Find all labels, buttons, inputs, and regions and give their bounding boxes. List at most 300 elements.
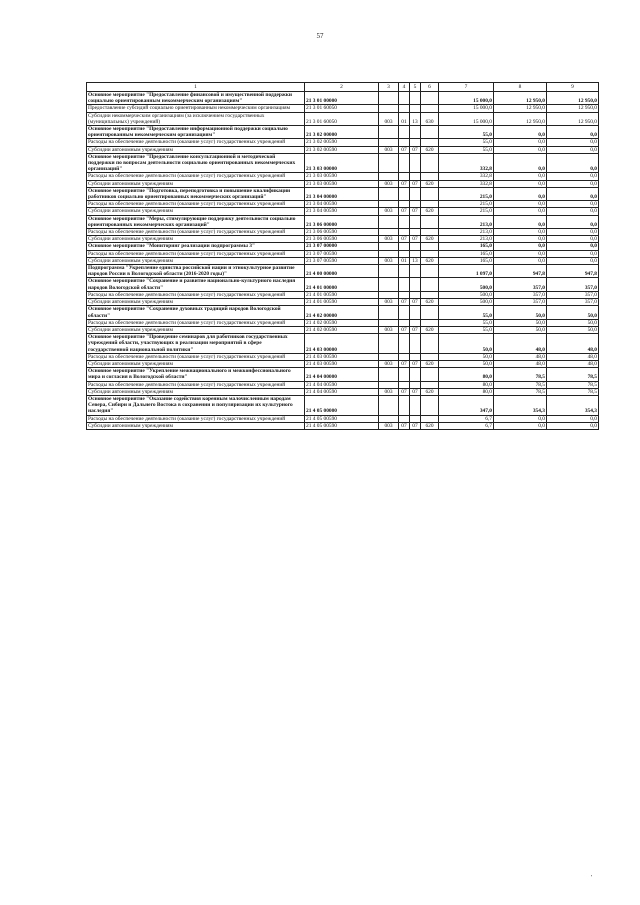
row-value9-cell: 48,0 <box>547 360 599 367</box>
row-value9-cell: 48,0 <box>547 353 599 360</box>
table-row <box>87 422 599 429</box>
table-row <box>87 236 599 243</box>
row-col4-cell: 07 <box>399 326 410 333</box>
row-value8-cell: 0,0 <box>494 243 547 250</box>
table-row <box>87 278 599 291</box>
column-header: 5 <box>410 83 421 92</box>
row-col6-cell <box>421 334 439 354</box>
row-col6-cell: 620 <box>421 422 439 429</box>
row-name-cell: Основное мероприятие "Оказание содействия коренным малочисленным народам Севера, Сибири и Дальнего Востока в сохранении и популяризации их культурного наследия" <box>87 395 305 415</box>
row-value7-cell: 215,0 <box>439 208 494 215</box>
row-col3-cell: 003 <box>379 236 399 243</box>
row-value9-cell: 0,0 <box>547 229 599 236</box>
row-code-cell: 21 3 07 00000 <box>305 243 379 250</box>
row-value8-cell: 78,5 <box>494 368 547 381</box>
table-row <box>87 319 599 326</box>
row-value9-cell: 50,0 <box>547 319 599 326</box>
row-code-cell: 21 4 05 00590 <box>305 422 379 429</box>
row-col4-cell: 07 <box>399 236 410 243</box>
row-col4-cell <box>399 215 410 228</box>
row-col4-cell: 07 <box>399 180 410 187</box>
row-value7-cell: 50,0 <box>439 360 494 367</box>
row-value8-cell: 48,0 <box>494 334 547 354</box>
table-row <box>87 353 599 360</box>
row-col3-cell <box>379 215 399 228</box>
row-value8-cell: 0,0 <box>494 215 547 228</box>
row-value8-cell: 947,8 <box>494 265 547 278</box>
row-value8-cell: 50,0 <box>494 319 547 326</box>
row-value9-cell: 0,0 <box>547 422 599 429</box>
row-name-cell: Основное мероприятие "Предоставление финансовой и имущественной поддержки социально ориентированным некоммерческим организациям" <box>87 92 305 105</box>
row-value8-cell: 12 950,0 <box>494 112 547 125</box>
row-value8-cell: 0,0 <box>494 139 547 146</box>
row-code-cell: 21 3 01 00000 <box>305 92 379 105</box>
row-col5-cell <box>410 126 421 139</box>
row-value9-cell: 0,0 <box>547 243 599 250</box>
column-header: 1 <box>87 83 305 92</box>
row-name-cell: Субсидии автономным учреждениям <box>87 146 305 153</box>
row-value9-cell: 0,0 <box>547 415 599 422</box>
row-code-cell: 21 4 03 00000 <box>305 334 379 354</box>
row-value8-cell: 357,0 <box>494 278 547 291</box>
row-name-cell: Субсидии автономным учреждениям <box>87 360 305 367</box>
row-value8-cell: 357,0 <box>494 299 547 306</box>
row-value8-cell: 50,0 <box>494 306 547 319</box>
row-value7-cell: 165,0 <box>439 250 494 257</box>
row-col6-cell: 620 <box>421 208 439 215</box>
row-value8-cell: 357,0 <box>494 291 547 298</box>
row-col3-cell <box>379 153 399 173</box>
row-code-cell: 21 4 03 00590 <box>305 353 379 360</box>
row-col4-cell <box>399 92 410 105</box>
row-value7-cell: 80,0 <box>439 381 494 388</box>
row-col5-cell <box>410 395 421 415</box>
row-col5-cell <box>410 306 421 319</box>
row-col3-cell <box>379 334 399 354</box>
table-row <box>87 139 599 146</box>
row-col5-cell <box>410 368 421 381</box>
row-col4-cell: 07 <box>399 388 410 395</box>
row-name-cell: Основное мероприятие "Предоставление консультационной и методической поддержки по вопросам деятельности социально ориентированных некоммерческих организаций" <box>87 153 305 173</box>
row-code-cell: 21 4 04 00590 <box>305 388 379 395</box>
row-col4-cell <box>399 395 410 415</box>
row-value7-cell: 213,0 <box>439 215 494 228</box>
table-row <box>87 381 599 388</box>
row-col3-cell: 003 <box>379 326 399 333</box>
row-col3-cell <box>379 187 399 200</box>
row-code-cell: 21 4 01 00590 <box>305 299 379 306</box>
row-value7-cell: 50,0 <box>439 334 494 354</box>
row-value7-cell: 347,0 <box>439 395 494 415</box>
row-col6-cell: 620 <box>421 180 439 187</box>
row-value9-cell: 0,0 <box>547 173 599 180</box>
row-name-cell: Субсидии автономным учреждениям <box>87 299 305 306</box>
table-row <box>87 146 599 153</box>
row-value9-cell: 48,0 <box>547 334 599 354</box>
row-col4-cell: 07 <box>399 422 410 429</box>
row-value8-cell: 50,0 <box>494 326 547 333</box>
row-col5-cell <box>410 319 421 326</box>
row-code-cell: 21 3 06 00590 <box>305 229 379 236</box>
row-name-cell: Расходы на обеспечение деятельности (оказание услуг) государственных учреждений <box>87 353 305 360</box>
table-row <box>87 229 599 236</box>
row-col5-cell: 07 <box>410 236 421 243</box>
row-col6-cell <box>421 173 439 180</box>
row-col6-cell <box>421 139 439 146</box>
row-code-cell: 21 3 07 00590 <box>305 257 379 264</box>
table-row <box>87 334 599 354</box>
row-col6-cell <box>421 291 439 298</box>
table-row <box>87 326 599 333</box>
row-col3-cell <box>379 229 399 236</box>
row-value9-cell: 0,0 <box>547 250 599 257</box>
row-col6-cell <box>421 153 439 173</box>
row-col6-cell <box>421 415 439 422</box>
row-col5-cell <box>410 250 421 257</box>
row-col5-cell <box>410 187 421 200</box>
row-name-cell: Расходы на обеспечение деятельности (оказание услуг) государственных учреждений <box>87 291 305 298</box>
row-value9-cell: 50,0 <box>547 306 599 319</box>
row-value9-cell: 50,0 <box>547 326 599 333</box>
row-col6-cell: 620 <box>421 146 439 153</box>
row-value8-cell: 48,0 <box>494 353 547 360</box>
row-code-cell: 21 3 06 00000 <box>305 215 379 228</box>
row-col3-cell <box>379 243 399 250</box>
row-col3-cell <box>379 250 399 257</box>
row-value7-cell: 500,0 <box>439 291 494 298</box>
column-header: 9 <box>547 83 599 92</box>
row-name-cell: Расходы на обеспечение деятельности (оказание услуг) государственных учреждений <box>87 250 305 257</box>
row-value8-cell: 0,0 <box>494 153 547 173</box>
row-col6-cell <box>421 250 439 257</box>
budget-table <box>86 82 599 430</box>
row-col4-cell <box>399 126 410 139</box>
row-value9-cell: 78,5 <box>547 381 599 388</box>
row-value8-cell: 0,0 <box>494 229 547 236</box>
row-col4-cell: 01 <box>399 112 410 125</box>
row-name-cell: Субсидии автономным учреждениям <box>87 422 305 429</box>
row-name-cell: Основное мероприятие "Предоставление информационной поддержки социально ориентированным некоммерческим организациям" <box>87 126 305 139</box>
row-name-cell: Расходы на обеспечение деятельности (оказание услуг) государственных учреждений <box>87 201 305 208</box>
row-col4-cell <box>399 334 410 354</box>
row-col4-cell <box>399 291 410 298</box>
row-name-cell: Расходы на обеспечение деятельности (оказание услуг) государственных учреждений <box>87 381 305 388</box>
row-col5-cell: 07 <box>410 146 421 153</box>
row-value7-cell: 213,0 <box>439 229 494 236</box>
row-name-cell: Основное мероприятие "Меры, стимулирующие поддержку деятельности социально ориентированных некоммерческих организаций" <box>87 215 305 228</box>
row-name-cell: Расходы на обеспечение деятельности (оказание услуг) государственных учреждений <box>87 229 305 236</box>
row-code-cell: 21 3 03 00590 <box>305 173 379 180</box>
row-value8-cell: 12 950,0 <box>494 105 547 112</box>
row-value7-cell: 1 097,0 <box>439 265 494 278</box>
row-code-cell: 21 4 05 00590 <box>305 415 379 422</box>
row-code-cell: 21 3 03 00000 <box>305 153 379 173</box>
row-value9-cell: 947,8 <box>547 265 599 278</box>
table-row <box>87 291 599 298</box>
row-col3-cell <box>379 415 399 422</box>
row-value7-cell: 55,0 <box>439 126 494 139</box>
row-col3-cell <box>379 105 399 112</box>
row-value9-cell: 354,3 <box>547 395 599 415</box>
row-col6-cell <box>421 265 439 278</box>
row-col6-cell <box>421 395 439 415</box>
row-value7-cell: 55,0 <box>439 306 494 319</box>
row-col4-cell <box>399 105 410 112</box>
row-value9-cell: 0,0 <box>547 236 599 243</box>
column-header: 6 <box>421 83 439 92</box>
row-col3-cell <box>379 319 399 326</box>
table-row <box>87 92 599 105</box>
row-value7-cell: 500,0 <box>439 299 494 306</box>
row-col5-cell: 07 <box>410 299 421 306</box>
row-code-cell: 21 3 04 00590 <box>305 201 379 208</box>
column-header: 2 <box>305 83 379 92</box>
row-name-cell: Предоставление субсидий социально ориентированным некоммерческим организациям <box>87 105 305 112</box>
row-code-cell: 21 3 02 00590 <box>305 146 379 153</box>
row-value7-cell: 80,0 <box>439 368 494 381</box>
table-row <box>87 257 599 264</box>
row-col5-cell <box>410 278 421 291</box>
row-value9-cell: 78,5 <box>547 368 599 381</box>
row-value9-cell: 0,0 <box>547 208 599 215</box>
row-col3-cell <box>379 291 399 298</box>
row-col6-cell <box>421 306 439 319</box>
row-code-cell: 21 3 04 00590 <box>305 208 379 215</box>
row-col5-cell <box>410 415 421 422</box>
row-value9-cell: 0,0 <box>547 201 599 208</box>
row-col6-cell <box>421 126 439 139</box>
row-col5-cell <box>410 334 421 354</box>
row-value7-cell: 15 000,0 <box>439 105 494 112</box>
row-code-cell: 21 3 02 00590 <box>305 139 379 146</box>
row-value9-cell: 0,0 <box>547 146 599 153</box>
row-col4-cell <box>399 381 410 388</box>
row-col3-cell <box>379 265 399 278</box>
row-value8-cell: 0,0 <box>494 146 547 153</box>
table-row <box>87 265 599 278</box>
row-col6-cell: 620 <box>421 360 439 367</box>
row-value8-cell: 48,0 <box>494 360 547 367</box>
table-row <box>87 299 599 306</box>
row-name-cell: Субсидии автономным учреждениям <box>87 257 305 264</box>
row-code-cell: 21 4 02 00590 <box>305 319 379 326</box>
row-name-cell: Субсидии автономным учреждениям <box>87 388 305 395</box>
row-value9-cell: 0,0 <box>547 139 599 146</box>
row-col4-cell <box>399 265 410 278</box>
row-value7-cell: 15 000,0 <box>439 92 494 105</box>
row-code-cell: 21 3 04 00000 <box>305 187 379 200</box>
row-col4-cell <box>399 229 410 236</box>
row-value7-cell: 15 000,0 <box>439 112 494 125</box>
row-name-cell: Субсидии автономным учреждениям <box>87 236 305 243</box>
row-col5-cell: 07 <box>410 326 421 333</box>
row-col4-cell: 07 <box>399 299 410 306</box>
row-code-cell: 21 3 07 00590 <box>305 250 379 257</box>
row-col3-cell <box>379 381 399 388</box>
row-value9-cell: 12 950,0 <box>547 105 599 112</box>
row-value8-cell: 78,5 <box>494 381 547 388</box>
row-value7-cell: 6,7 <box>439 415 494 422</box>
row-col3-cell: 003 <box>379 388 399 395</box>
row-value8-cell: 0,0 <box>494 126 547 139</box>
row-code-cell: 21 3 01 60050 <box>305 112 379 125</box>
row-value7-cell: 165,0 <box>439 243 494 250</box>
row-col5-cell: 07 <box>410 360 421 367</box>
row-value7-cell: 332,8 <box>439 173 494 180</box>
row-col5-cell <box>410 153 421 173</box>
row-value7-cell: 165,0 <box>439 257 494 264</box>
row-col6-cell <box>421 187 439 200</box>
row-col6-cell <box>421 278 439 291</box>
row-col3-cell <box>379 126 399 139</box>
row-col3-cell: 003 <box>379 112 399 125</box>
row-col4-cell <box>399 306 410 319</box>
row-value8-cell: 0,0 <box>494 236 547 243</box>
row-name-cell: Субсидии автономным учреждениям <box>87 326 305 333</box>
row-col4-cell <box>399 153 410 173</box>
row-name-cell: Расходы на обеспечение деятельности (оказание услуг) государственных учреждений <box>87 173 305 180</box>
row-col3-cell <box>379 139 399 146</box>
table-row <box>87 187 599 200</box>
row-col6-cell <box>421 105 439 112</box>
row-value8-cell: 0,0 <box>494 422 547 429</box>
row-name-cell: Основное мероприятие "Укрепление межнационального и межконфессионального мира и согласия в Вологодской области" <box>87 368 305 381</box>
row-col4-cell <box>399 187 410 200</box>
row-col6-cell: 630 <box>421 112 439 125</box>
row-value7-cell: 500,0 <box>439 278 494 291</box>
row-value7-cell: 55,0 <box>439 319 494 326</box>
row-code-cell: 21 4 01 00000 <box>305 278 379 291</box>
row-col4-cell <box>399 139 410 146</box>
row-col3-cell <box>379 278 399 291</box>
row-name-cell: Субсидии автономным учреждениям <box>87 208 305 215</box>
row-col5-cell: 07 <box>410 208 421 215</box>
row-name-cell: Расходы на обеспечение деятельности (оказание услуг) государственных учреждений <box>87 319 305 326</box>
row-col3-cell <box>379 353 399 360</box>
row-col3-cell <box>379 368 399 381</box>
table-row <box>87 112 599 125</box>
page-mark: ' <box>590 875 592 881</box>
column-header: 3 <box>379 83 399 92</box>
row-col3-cell: 003 <box>379 208 399 215</box>
row-name-cell: Подпрограмма "Укрепление единства российской нации и этнокультурное развитие народов России в Вологодской области (2016-2020 годы)" <box>87 265 305 278</box>
row-col6-cell <box>421 368 439 381</box>
row-col5-cell <box>410 201 421 208</box>
table-row <box>87 126 599 139</box>
row-name-cell: Расходы на обеспечение деятельности (оказание услуг) государственных учреждений <box>87 415 305 422</box>
row-value8-cell: 0,0 <box>494 208 547 215</box>
row-col5-cell <box>410 353 421 360</box>
row-value7-cell: 80,0 <box>439 388 494 395</box>
row-col4-cell <box>399 173 410 180</box>
row-value7-cell: 55,0 <box>439 326 494 333</box>
row-code-cell: 21 4 04 00000 <box>305 368 379 381</box>
row-col6-cell <box>421 229 439 236</box>
row-col3-cell <box>379 201 399 208</box>
row-code-cell: 21 4 02 00000 <box>305 306 379 319</box>
row-col4-cell <box>399 415 410 422</box>
row-col3-cell: 003 <box>379 360 399 367</box>
row-col4-cell <box>399 250 410 257</box>
row-col6-cell <box>421 92 439 105</box>
row-code-cell: 21 4 05 00000 <box>305 395 379 415</box>
table-row <box>87 215 599 228</box>
table-row <box>87 250 599 257</box>
row-name-cell: Основное мероприятие "Проведение семинаров для работников государственных учреждений области, участвующих в реализации мероприятий в сфере государственной национальной политики" <box>87 334 305 354</box>
row-code-cell: 21 4 04 00590 <box>305 381 379 388</box>
row-col3-cell: 003 <box>379 422 399 429</box>
row-col3-cell <box>379 395 399 415</box>
table-row <box>87 368 599 381</box>
row-col4-cell <box>399 201 410 208</box>
row-value9-cell: 12 950,0 <box>547 92 599 105</box>
row-code-cell: 21 3 02 00000 <box>305 126 379 139</box>
row-name-cell: Основное мероприятие "Мониторинг реализации подпрограммы 3" <box>87 243 305 250</box>
table-row <box>87 243 599 250</box>
row-value9-cell: 357,0 <box>547 278 599 291</box>
row-value7-cell: 215,0 <box>439 201 494 208</box>
row-col5-cell <box>410 381 421 388</box>
row-col6-cell: 620 <box>421 388 439 395</box>
row-col6-cell <box>421 201 439 208</box>
row-code-cell: 21 4 03 00590 <box>305 360 379 367</box>
table-row <box>87 153 599 173</box>
table-row <box>87 360 599 367</box>
row-col5-cell <box>410 173 421 180</box>
row-col3-cell <box>379 173 399 180</box>
row-col6-cell: 620 <box>421 236 439 243</box>
row-value7-cell: 6,7 <box>439 422 494 429</box>
row-value9-cell: 0,0 <box>547 187 599 200</box>
row-col5-cell: 13 <box>410 112 421 125</box>
table-body <box>87 92 599 430</box>
row-col3-cell: 003 <box>379 299 399 306</box>
row-value7-cell: 55,0 <box>439 139 494 146</box>
row-col4-cell <box>399 243 410 250</box>
row-col4-cell <box>399 278 410 291</box>
table-row <box>87 208 599 215</box>
row-col3-cell <box>379 306 399 319</box>
row-value9-cell: 0,0 <box>547 215 599 228</box>
row-code-cell: 21 4 02 00590 <box>305 326 379 333</box>
row-value9-cell: 78,5 <box>547 388 599 395</box>
row-value8-cell: 0,0 <box>494 187 547 200</box>
table-row <box>87 173 599 180</box>
row-col4-cell: 07 <box>399 208 410 215</box>
row-value8-cell: 0,0 <box>494 180 547 187</box>
column-header: 7 <box>439 83 494 92</box>
row-code-cell: 21 4 01 00590 <box>305 291 379 298</box>
row-col6-cell: 620 <box>421 257 439 264</box>
row-value8-cell: 0,0 <box>494 257 547 264</box>
row-col6-cell <box>421 243 439 250</box>
row-col4-cell <box>399 353 410 360</box>
row-name-cell: Субсидии некоммерческим организациям (за исключением государственных (муниципальных) учреждений) <box>87 112 305 125</box>
row-name-cell: Расходы на обеспечение деятельности (оказание услуг) государственных учреждений <box>87 139 305 146</box>
row-col5-cell <box>410 92 421 105</box>
table-row <box>87 415 599 422</box>
row-value7-cell: 50,0 <box>439 353 494 360</box>
row-value8-cell: 0,0 <box>494 173 547 180</box>
row-value8-cell: 0,0 <box>494 250 547 257</box>
row-value8-cell: 12 950,0 <box>494 92 547 105</box>
row-value9-cell: 357,0 <box>547 299 599 306</box>
row-col3-cell: 003 <box>379 180 399 187</box>
row-col4-cell: 07 <box>399 360 410 367</box>
table-row <box>87 180 599 187</box>
row-col6-cell <box>421 381 439 388</box>
row-code-cell: 21 3 01 60050 <box>305 105 379 112</box>
